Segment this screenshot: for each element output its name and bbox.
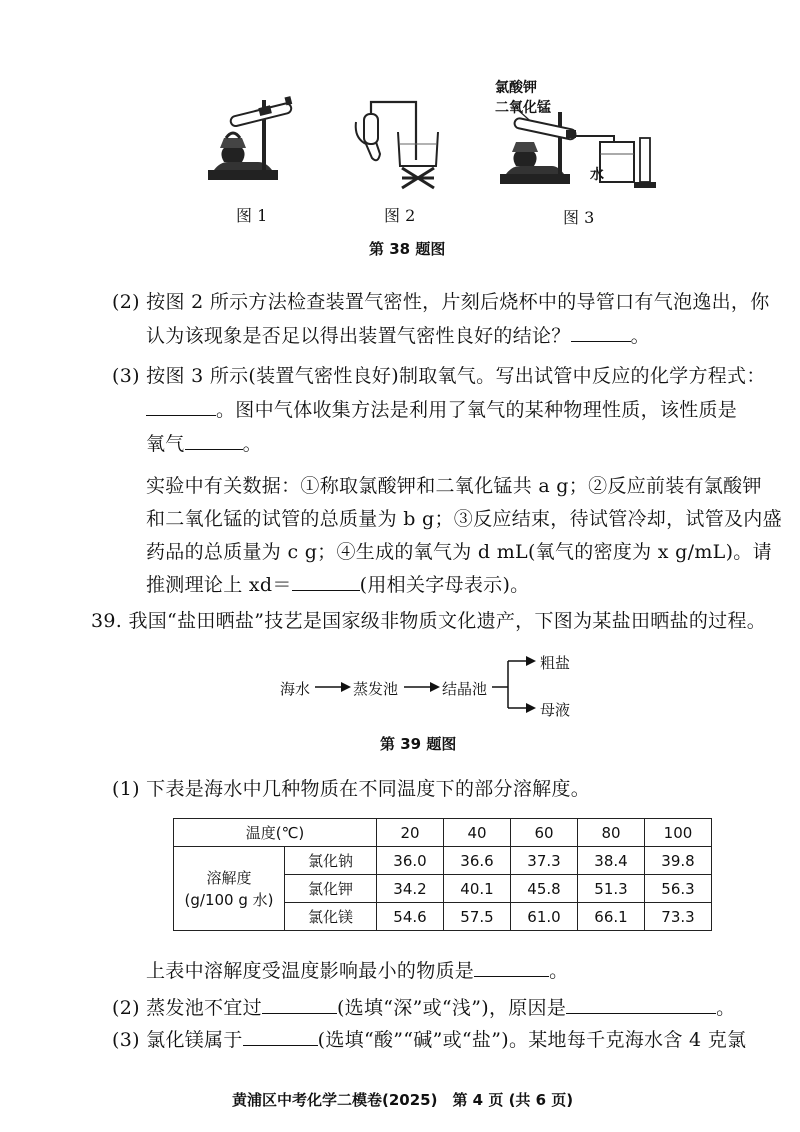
table-cell: 39.8: [645, 847, 712, 875]
table-cell: 61.0: [511, 903, 578, 931]
period: 。: [716, 997, 736, 1019]
q39-part1-question: 上表中溶解度受温度影响最小的物质是: [146, 960, 475, 982]
q39-figure-caption: 第 39 题图: [380, 735, 457, 753]
experiment-data-line3: 药品的总质量为 c g；④生成的氧气为 d mL(氧气的密度为 x g/mL)。请: [146, 541, 772, 563]
answer-blank[interactable]: [146, 414, 216, 416]
table-cell: 40.1: [444, 875, 511, 903]
table-cell: 36.0: [377, 847, 444, 875]
q39-intro: 39. 我国“盐田晒盐”技艺是国家级非物质文化遗产，下图为某盐田晒盐的过程。: [91, 610, 767, 632]
table-cell: 57.5: [444, 903, 511, 931]
q38-part2-line2: [146, 321, 650, 348]
q39-part3: [112, 1025, 746, 1052]
figure-1-label: 图 1: [236, 206, 268, 225]
table-cell: 56.3: [645, 875, 712, 903]
substance-name: 氯化钾: [285, 875, 377, 903]
flow-arrow-icon: [313, 680, 353, 694]
q39-part3-text: (3) 氯化镁属于: [112, 1029, 243, 1051]
table-cell: 36.6: [444, 847, 511, 875]
figure-3-label: 图 3: [563, 208, 595, 227]
page-footer: 黄浦区中考化学二模卷(2025) 第 4 页 (共 6 页): [232, 1091, 574, 1109]
q39-part2-text: (2) 蒸发池不宜过: [112, 997, 262, 1019]
answer-blank[interactable]: [571, 340, 631, 342]
oxygen-text: 氧气: [146, 433, 185, 455]
answer-blank[interactable]: [243, 1044, 318, 1046]
table-cell: 45.8: [511, 875, 578, 903]
answer-blank[interactable]: [292, 589, 360, 591]
table-header-cell: 20: [377, 819, 444, 847]
substance-name: 氯化钠: [285, 847, 377, 875]
flow-node-seawater: 海水: [280, 680, 311, 698]
q39-part3-choice: (选填“酸”“碱”或“盐”)。某地每千克海水含 4 克氯: [317, 1029, 747, 1051]
flow-node-evaporation-pond: 蒸发池: [353, 680, 399, 698]
answer-blank[interactable]: [566, 1012, 716, 1014]
apparatus-figure-2: [350, 92, 445, 192]
reagent-label-manganese-dioxide: 二氧化锰: [495, 100, 551, 116]
answer-blank[interactable]: [262, 1012, 337, 1014]
experiment-data-line1: 实验中有关数据：①称取氯酸钾和二氧化锰共 a g；②反应前装有氯酸钾: [146, 475, 762, 497]
water-label: 水: [590, 167, 604, 183]
table-cell: 34.2: [377, 875, 444, 903]
table-cell: 66.1: [578, 903, 645, 931]
q38-part2-line1: (2) 按图 2 所示方法检查装置气密性，片刻后烧杯中的导管口有气泡逸出，你: [112, 291, 770, 313]
flow-node-crude-salt: 粗盐: [540, 654, 571, 672]
q39-part2: [112, 993, 735, 1020]
figure-2-label: 图 2: [384, 206, 416, 225]
apparatus-figure-3: [496, 110, 666, 192]
xd-expression: 推测理论上 xd＝: [146, 574, 292, 596]
table-header-cell: 80: [578, 819, 645, 847]
q38-part3-line1: (3) 按图 3 所示(装置气密性良好)制取氧气。写出试管中反应的化学方程式：: [112, 365, 766, 387]
reagent-label-potassium-chlorate: 氯酸钾: [495, 80, 537, 96]
solubility-table: [173, 818, 712, 931]
flow-node-crystallization-pond: 结晶池: [442, 680, 488, 698]
table-header-cell: 60: [511, 819, 578, 847]
q39-part2-choice: (选填“深”或“浅”)，原因是: [336, 997, 567, 1019]
q39-part1: (1) 下表是海水中几种物质在不同温度下的部分溶解度。: [112, 778, 591, 800]
xd-instruction: (用相关字母表示)。: [359, 574, 530, 596]
table-cell: 73.3: [645, 903, 712, 931]
flow-arrow-icon: [402, 680, 442, 694]
table-header-row: [174, 819, 712, 847]
answer-blank[interactable]: [185, 448, 243, 450]
solubility-label: 溶解度: [206, 868, 252, 887]
table-cell: 51.3: [578, 875, 645, 903]
table-cell: 37.3: [511, 847, 578, 875]
substance-name: 氯化镁: [285, 903, 377, 931]
q38-part3-line3: [146, 429, 262, 456]
q38-part3-text: 。图中气体收集方法是利用了氧气的某种物理性质，该性质是: [216, 399, 738, 421]
solubility-unit: (g/100 g 水): [184, 890, 274, 909]
apparatus-figure-1: [200, 92, 310, 192]
flow-node-mother-liquor: 母液: [540, 701, 571, 719]
q39-part1-answer: [146, 956, 568, 983]
q38-figure-caption: 第 38 题图: [369, 240, 446, 258]
experiment-data-line2: 和二氧化锰的试管的总质量为 b g；③反应结束，待试管冷却，试管及内盛: [146, 508, 782, 530]
q38-part3-line2: [146, 395, 737, 422]
period: 。: [549, 960, 569, 982]
table-cell: 54.6: [377, 903, 444, 931]
temperature-header: 温度(℃): [174, 819, 377, 847]
table-header-cell: 100: [645, 819, 712, 847]
period: 。: [630, 325, 650, 347]
q38-part2-question: 认为该现象是否足以得出装置气密性良好的结论？: [146, 325, 571, 347]
table-header-cell: 40: [444, 819, 511, 847]
answer-blank[interactable]: [474, 975, 549, 977]
period: 。: [242, 433, 262, 455]
table-cell: 38.4: [578, 847, 645, 875]
table-row: [174, 847, 712, 875]
solubility-group-label: [174, 847, 285, 931]
flow-branch-arrows-icon: [490, 654, 540, 714]
experiment-data-line4: [146, 570, 529, 597]
